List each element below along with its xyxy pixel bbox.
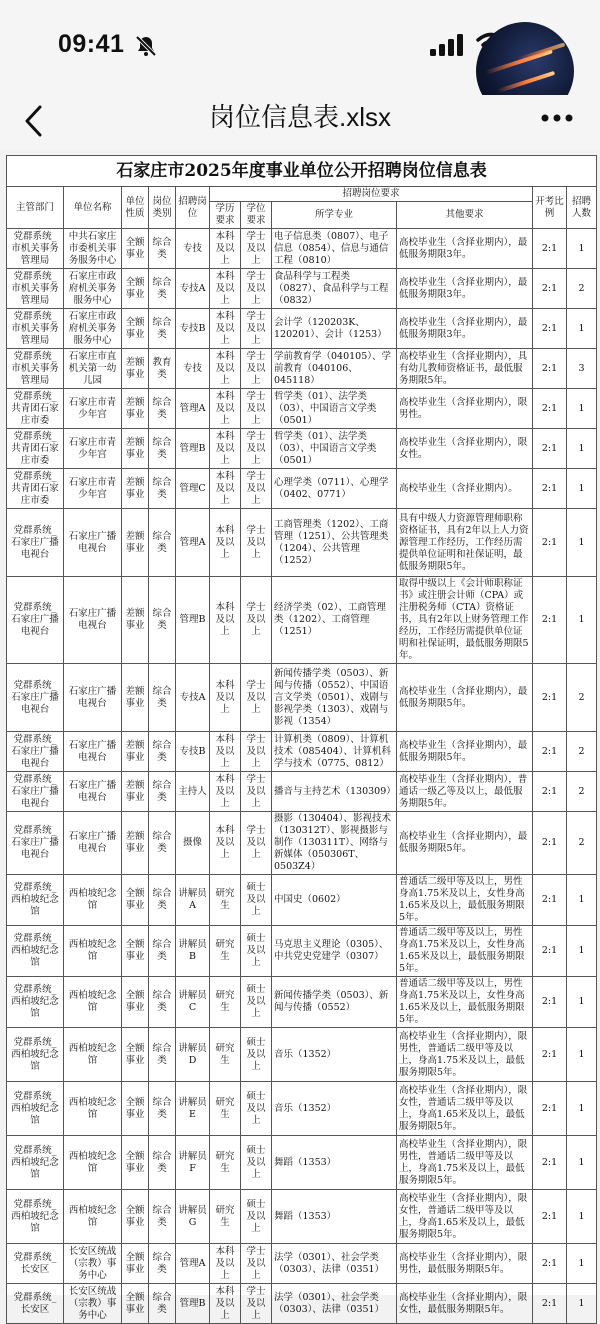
cell-ratio: 2:1 <box>533 389 567 429</box>
cell-other: 高校毕业生（含择业期内），最低服务期限5年。 <box>397 812 533 875</box>
cell-edu: 研究生 <box>210 1082 241 1136</box>
cell-other: 普通话二级甲等及以上，男性身高1.75米及以上，女性身高1.65米及以上，最低服务期限5年。 <box>397 926 533 977</box>
cell-other: 高校毕业生（含择业期内），最低服务期限5年。 <box>397 732 533 772</box>
cell-other: 高校毕业生（含择业期内），具有幼儿教师资格证书，最低服务期限5年。 <box>397 349 533 389</box>
cell-deg: 学士及以上 <box>241 812 272 875</box>
bell-muted-icon <box>134 34 158 58</box>
cell-edu: 研究生 <box>210 1136 241 1190</box>
table-body <box>7 229 597 1324</box>
cell-unit: 西柏坡纪念馆 <box>64 875 122 926</box>
cell-unit: 石家庄市青少年宫 <box>64 469 122 509</box>
cell-other: 高校毕业生（含择业期内），限男性。 <box>397 389 533 429</box>
cell-unit: 长安区统战（宗教）事务中心 <box>64 1284 122 1324</box>
table-row <box>7 1082 597 1136</box>
cell-dept: 党群系统_市机关事务管理局 <box>7 229 64 269</box>
cell-post: 讲解员G <box>176 1190 210 1244</box>
cell-other: 高校毕业生（含择业期内）。 <box>397 469 533 509</box>
header-ratio: 开考比例 <box>533 187 567 229</box>
cell-deg: 硕士及以上 <box>241 926 272 977</box>
cell-count: 1 <box>567 1284 597 1324</box>
cell-cat: 综合类 <box>149 1082 176 1136</box>
cell-post: 讲解员B <box>176 926 210 977</box>
cell-post: 讲解员D <box>176 1028 210 1082</box>
cell-edu: 本科及以上 <box>210 664 241 732</box>
cell-deg: 学士及以上 <box>241 772 272 812</box>
cell-count: 1 <box>567 389 597 429</box>
table-row <box>7 509 597 577</box>
cell-nature: 差额事业 <box>122 389 149 429</box>
cell-deg: 学士及以上 <box>241 469 272 509</box>
cell-deg: 硕士及以上 <box>241 1082 272 1136</box>
cell-unit: 西柏坡纪念馆 <box>64 977 122 1028</box>
table-row <box>7 269 597 309</box>
cell-major: 会计学（120203K、120201）、会计（1253） <box>272 309 397 349</box>
cell-nature: 差额事业 <box>122 732 149 772</box>
cell-ratio: 2:1 <box>533 664 567 732</box>
cell-post: 管理B <box>176 429 210 469</box>
cell-edu: 本科及以上 <box>210 772 241 812</box>
header-major: 所学专业 <box>272 202 397 229</box>
cell-unit: 西柏坡纪念馆 <box>64 926 122 977</box>
table-row <box>7 349 597 389</box>
cell-deg: 学士及以上 <box>241 1284 272 1324</box>
file-title: 岗位信息表.xlsx <box>208 102 391 132</box>
cell-unit: 西柏坡纪念馆 <box>64 1190 122 1244</box>
cell-edu: 本科及以上 <box>210 577 241 664</box>
cell-dept: 党群系统_西柏坡纪念馆 <box>7 875 64 926</box>
cell-count: 1 <box>567 1244 597 1284</box>
cell-deg: 学士及以上 <box>241 429 272 469</box>
cell-nature: 全额事业 <box>122 1028 149 1082</box>
cell-unit: 石家庄市青少年宫 <box>64 389 122 429</box>
table-row <box>7 309 597 349</box>
cell-deg: 硕士及以上 <box>241 1190 272 1244</box>
cell-major: 舞蹈（1353） <box>272 1136 397 1190</box>
cell-cat: 综合类 <box>149 1284 176 1324</box>
cell-count: 1 <box>567 1028 597 1082</box>
header-dept: 主管部门 <box>7 187 64 229</box>
cell-ratio: 2:1 <box>533 732 567 772</box>
cell-count: 1 <box>567 429 597 469</box>
cell-other: 高校毕业生（含择业期内），限男性，最低服务期限5年。 <box>397 1244 533 1284</box>
cell-deg: 学士及以上 <box>241 732 272 772</box>
cell-count: 3 <box>567 349 597 389</box>
cell-ratio: 2:1 <box>533 772 567 812</box>
cell-edu: 研究生 <box>210 1190 241 1244</box>
cell-edu: 本科及以上 <box>210 309 241 349</box>
cell-count: 1 <box>567 926 597 977</box>
cell-post: 专技B <box>176 732 210 772</box>
cell-nature: 全额事业 <box>122 309 149 349</box>
table-row <box>7 977 597 1028</box>
cell-nature: 差额事业 <box>122 349 149 389</box>
cell-cat: 综合类 <box>149 389 176 429</box>
cell-deg: 硕士及以上 <box>241 977 272 1028</box>
table-row <box>7 389 597 429</box>
cell-dept: 党群系统_西柏坡纪念馆 <box>7 977 64 1028</box>
cell-nature: 差额事业 <box>122 812 149 875</box>
cell-unit: 西柏坡纪念馆 <box>64 1136 122 1190</box>
cell-cat: 综合类 <box>149 577 176 664</box>
cell-edu: 本科及以上 <box>210 1244 241 1284</box>
cell-ratio: 2:1 <box>533 229 567 269</box>
cell-edu: 研究生 <box>210 875 241 926</box>
cell-dept: 党群系统_西柏坡纪念馆 <box>7 1028 64 1082</box>
cell-nature: 差额事业 <box>122 469 149 509</box>
cell-post: 讲解员F <box>176 1136 210 1190</box>
cell-cat: 综合类 <box>149 509 176 577</box>
cell-post: 管理B <box>176 577 210 664</box>
cell-major: 哲学类（01）、法学类（03）、中国语言文学类（0501） <box>272 429 397 469</box>
cell-unit: 西柏坡纪念馆 <box>64 1082 122 1136</box>
cell-count: 1 <box>567 309 597 349</box>
header-degree: 学位要求 <box>241 202 272 229</box>
cell-cat: 综合类 <box>149 732 176 772</box>
table-row <box>7 1244 597 1284</box>
cell-ratio: 2:1 <box>533 349 567 389</box>
cell-major: 食品科学与工程类（0827）、食品科学与工程（0832） <box>272 269 397 309</box>
cell-cat: 综合类 <box>149 309 176 349</box>
cell-nature: 全额事业 <box>122 1190 149 1244</box>
cell-dept: 党群系统_市机关事务管理局 <box>7 309 64 349</box>
table-row <box>7 812 597 875</box>
cell-edu: 研究生 <box>210 977 241 1028</box>
header-edu: 学历要求 <box>210 202 241 229</box>
cell-dept: 党群系统_西柏坡纪念馆 <box>7 1082 64 1136</box>
cell-count: 2 <box>567 269 597 309</box>
cell-count: 1 <box>567 509 597 577</box>
cell-count: 2 <box>567 664 597 732</box>
cell-unit: 西柏坡纪念馆 <box>64 1028 122 1082</box>
header-req-group: 招聘岗位要求 <box>210 187 533 202</box>
cell-ratio: 2:1 <box>533 1190 567 1244</box>
cell-unit: 石家庄广播电视台 <box>64 577 122 664</box>
header-category: 岗位类别 <box>149 187 176 229</box>
cell-other: 高校毕业生（含择业期内），限男性，普通话二级甲等及以上，身高1.75米及以上，最低服务期限5年。 <box>397 1136 533 1190</box>
cell-ratio: 2:1 <box>533 1082 567 1136</box>
more-options-icon[interactable] <box>540 113 574 123</box>
cell-major: 法学（0301）、社会学类（0303）、法律（0351） <box>272 1284 397 1324</box>
table-row <box>7 772 597 812</box>
cell-count: 2 <box>567 772 597 812</box>
cell-major: 电子信息类（0807）、电子信息（0854）、信息与通信工程（0810） <box>272 229 397 269</box>
cell-count: 1 <box>567 577 597 664</box>
cell-edu: 本科及以上 <box>210 509 241 577</box>
cell-edu: 本科及以上 <box>210 469 241 509</box>
cell-other: 高校毕业生（含择业期内），限女性。 <box>397 429 533 469</box>
cell-ratio: 2:1 <box>533 1136 567 1190</box>
cell-deg: 学士及以上 <box>241 229 272 269</box>
header-other: 其他要求 <box>397 202 533 229</box>
cell-ratio: 2:1 <box>533 469 567 509</box>
cell-nature: 全额事业 <box>122 1284 149 1324</box>
cell-dept: 党群系统_共青团石家庄市委 <box>7 469 64 509</box>
cell-cat: 综合类 <box>149 926 176 977</box>
cell-nature: 差额事业 <box>122 664 149 732</box>
cell-major: 音乐（1352） <box>272 1028 397 1082</box>
cell-major: 哲学类（01）、法学类（03）、中国语言文学类（0501） <box>272 389 397 429</box>
cell-unit: 石家庄广播电视台 <box>64 732 122 772</box>
header-nature: 单位性质 <box>122 187 149 229</box>
cell-post: 管理A <box>176 509 210 577</box>
cell-nature: 差额事业 <box>122 772 149 812</box>
table-row <box>7 1028 597 1082</box>
table-row <box>7 732 597 772</box>
cell-unit: 石家庄广播电视台 <box>64 664 122 732</box>
cell-major: 法学（0301）、社会学类（0303）、法律（0351） <box>272 1244 397 1284</box>
cell-dept: 党群系统_长安区 <box>7 1284 64 1324</box>
cell-edu: 本科及以上 <box>210 349 241 389</box>
cell-unit: 长安区统战（宗教）事务中心 <box>64 1244 122 1284</box>
cell-dept: 党群系统_市机关事务管理局 <box>7 269 64 309</box>
cell-dept: 党群系统_市机关事务管理局 <box>7 349 64 389</box>
cell-cat: 综合类 <box>149 1190 176 1244</box>
cell-post: 专技 <box>176 229 210 269</box>
cell-edu: 本科及以上 <box>210 429 241 469</box>
cell-deg: 硕士及以上 <box>241 875 272 926</box>
cellular-signal-icon <box>430 34 466 56</box>
table-row <box>7 1136 597 1190</box>
cell-dept: 党群系统_长安区 <box>7 1244 64 1284</box>
cell-count: 1 <box>567 1136 597 1190</box>
cell-post: 摄像 <box>176 812 210 875</box>
cell-post: 专技B <box>176 309 210 349</box>
cell-cat: 综合类 <box>149 429 176 469</box>
cell-nature: 差额事业 <box>122 509 149 577</box>
cell-other: 高校毕业生（含择业期内），限女性，普通话二级甲等及以上，身高1.65米及以上，最低服务期限5年。 <box>397 1082 533 1136</box>
cell-edu: 研究生 <box>210 1028 241 1082</box>
table-row <box>7 926 597 977</box>
cell-ratio: 2:1 <box>533 269 567 309</box>
cell-cat: 综合类 <box>149 812 176 875</box>
status-bar <box>0 0 600 95</box>
cell-major: 舞蹈（1353） <box>272 1190 397 1244</box>
cell-ratio: 2:1 <box>533 1244 567 1284</box>
cell-ratio: 2:1 <box>533 577 567 664</box>
cell-unit: 石家庄广播电视台 <box>64 812 122 875</box>
table-row <box>7 875 597 926</box>
cell-ratio: 2:1 <box>533 875 567 926</box>
cell-deg: 学士及以上 <box>241 269 272 309</box>
cell-deg: 学士及以上 <box>241 509 272 577</box>
cell-ratio: 2:1 <box>533 309 567 349</box>
cell-nature: 全额事业 <box>122 926 149 977</box>
cell-cat: 教育类 <box>149 349 176 389</box>
spreadsheet-view[interactable] <box>6 155 596 1321</box>
cell-other: 高校毕业生（含择业期内），最低服务期限3年。 <box>397 309 533 349</box>
cell-nature: 全额事业 <box>122 1244 149 1284</box>
cell-cat: 综合类 <box>149 977 176 1028</box>
cell-nature: 全额事业 <box>122 1082 149 1136</box>
header-post: 招聘岗位 <box>176 187 210 229</box>
cell-post: 管理B <box>176 1284 210 1324</box>
header-unit: 单位名称 <box>64 187 122 229</box>
cell-major: 学前教育学（040105）、学前教育（040106、045118） <box>272 349 397 389</box>
cell-cat: 综合类 <box>149 269 176 309</box>
cell-nature: 全额事业 <box>122 229 149 269</box>
cell-major: 中国史（0602） <box>272 875 397 926</box>
cell-deg: 硕士及以上 <box>241 1028 272 1082</box>
cell-other: 具有中级人力资源管理师职称资格证书，具有2年以上人力资源管理工作经历，工作经历需提供单位证明和社保证明，最低服务期限5年。 <box>397 509 533 577</box>
cell-edu: 本科及以上 <box>210 812 241 875</box>
cell-edu: 本科及以上 <box>210 229 241 269</box>
cell-nature: 全额事业 <box>122 977 149 1028</box>
cell-other: 高校毕业生（含择业期内），普通话一级乙等及以上，最低服务期限5年。 <box>397 772 533 812</box>
cell-major: 计算机类（0809）、计算机技术（085404）、计算机科学与技术（0775、0812） <box>272 732 397 772</box>
cell-unit: 中共石家庄市委机关事务服务中心 <box>64 229 122 269</box>
cell-major: 工商管理类（1202）、工商管理（1251）、公共管理类（1204）、公共管理（1252） <box>272 509 397 577</box>
cell-post: 管理A <box>176 389 210 429</box>
cell-cat: 综合类 <box>149 1244 176 1284</box>
cell-post: 讲解员A <box>176 875 210 926</box>
cell-ratio: 2:1 <box>533 1028 567 1082</box>
job-info-table <box>6 155 597 1324</box>
cell-dept: 党群系统_西柏坡纪念馆 <box>7 1190 64 1244</box>
cell-post: 专技A <box>176 664 210 732</box>
cell-nature: 全额事业 <box>122 1136 149 1190</box>
cell-nature: 差额事业 <box>122 577 149 664</box>
cell-unit: 石家庄市青少年宫 <box>64 429 122 469</box>
cell-post: 讲解员E <box>176 1082 210 1136</box>
cell-dept: 党群系统_共青团石家庄市委 <box>7 429 64 469</box>
table-row <box>7 1284 597 1324</box>
cell-cat: 综合类 <box>149 1028 176 1082</box>
cell-ratio: 2:1 <box>533 977 567 1028</box>
cell-dept: 党群系统_石家庄广播电视台 <box>7 732 64 772</box>
table-row <box>7 1190 597 1244</box>
cell-count: 1 <box>567 469 597 509</box>
cell-major: 心理学类（0711）、心理学（0402、0771） <box>272 469 397 509</box>
cell-other: 取得中级以上《会计师职称证书》或注册会计师（CPA）或注册税务师（CTA）资格证书，具有2年以上财务管理工作经历，工作经历需提供单位证明和社保证明，最低服务期限5年。 <box>397 577 533 664</box>
cell-ratio: 2:1 <box>533 509 567 577</box>
cell-post: 专技 <box>176 349 210 389</box>
cell-other: 普通话二级甲等及以上，男性身高1.75米及以上，女性身高1.65米及以上，最低服务期限5年。 <box>397 977 533 1028</box>
cell-major: 新闻传播学类（0503）、新闻与传播（0552） <box>272 977 397 1028</box>
cell-ratio: 2:1 <box>533 429 567 469</box>
sheet-title: 石家庄市2025年度事业单位公开招聘岗位信息表 <box>7 156 597 187</box>
clock: 09:41 <box>58 30 125 58</box>
cell-other: 高校毕业生（含择业期内），限女性，普通话二级甲等及以上，身高1.65米及以上，最低服务期限5年。 <box>397 1190 533 1244</box>
cell-nature: 全额事业 <box>122 875 149 926</box>
table-row <box>7 469 597 509</box>
cell-cat: 综合类 <box>149 875 176 926</box>
cell-deg: 硕士及以上 <box>241 1136 272 1190</box>
cell-unit: 石家庄市政府机关事务服务中心 <box>64 309 122 349</box>
table-row <box>7 577 597 664</box>
cell-dept: 党群系统_石家庄广播电视台 <box>7 509 64 577</box>
cell-edu: 本科及以上 <box>210 269 241 309</box>
nav-bar <box>0 95 600 150</box>
table-row <box>7 664 597 732</box>
cell-major: 马克思主义理论（0305）、中共党史党建学（0307） <box>272 926 397 977</box>
cell-major: 新闻传播学类（0503）、新闻与传播（0552）、中国语言文学类（0501）、戏剧与影视学类（1303）、戏剧与影视（1354） <box>272 664 397 732</box>
cell-deg: 学士及以上 <box>241 309 272 349</box>
cell-unit: 石家庄市政府机关事务服务中心 <box>64 269 122 309</box>
cell-dept: 党群系统_西柏坡纪念馆 <box>7 926 64 977</box>
cell-dept: 党群系统_共青团石家庄市委 <box>7 389 64 429</box>
cell-cat: 综合类 <box>149 664 176 732</box>
cell-ratio: 2:1 <box>533 1284 567 1324</box>
cell-cat: 综合类 <box>149 229 176 269</box>
cell-count: 1 <box>567 875 597 926</box>
cell-post: 管理A <box>176 1244 210 1284</box>
cell-count: 1 <box>567 977 597 1028</box>
cell-deg: 学士及以上 <box>241 389 272 429</box>
cell-other: 高校毕业生（含择业期内），最低服务期限5年。 <box>397 664 533 732</box>
cell-count: 2 <box>567 812 597 875</box>
cell-post: 主持人 <box>176 772 210 812</box>
cell-unit: 石家庄广播电视台 <box>64 772 122 812</box>
cell-deg: 学士及以上 <box>241 664 272 732</box>
cell-dept: 党群系统_石家庄广播电视台 <box>7 812 64 875</box>
cell-edu: 研究生 <box>210 926 241 977</box>
cell-nature: 全额事业 <box>122 269 149 309</box>
cell-nature: 差额事业 <box>122 429 149 469</box>
cell-other: 高校毕业生（含择业期内），最低服务期限3年。 <box>397 269 533 309</box>
cell-count: 1 <box>567 1082 597 1136</box>
table-row <box>7 229 597 269</box>
cell-ratio: 2:1 <box>533 926 567 977</box>
cell-major: 播音与主持艺术（130309） <box>272 772 397 812</box>
cell-ratio: 2:1 <box>533 812 567 875</box>
cell-major: 经济学类（02）、工商管理类（1202）、工商管理（1251） <box>272 577 397 664</box>
cell-major: 音乐（1352） <box>272 1082 397 1136</box>
cell-other: 高校毕业生（含择业期内），限男性，普通话二级甲等及以上，身高1.75米及以上，最低服务期限5年。 <box>397 1028 533 1082</box>
cell-post: 管理C <box>176 469 210 509</box>
cell-edu: 本科及以上 <box>210 732 241 772</box>
cell-dept: 党群系统_西柏坡纪念馆 <box>7 1136 64 1190</box>
cell-dept: 党群系统_石家庄广播电视台 <box>7 772 64 812</box>
header-count: 招聘人数 <box>567 187 597 229</box>
cell-major: 摄影（130404）、影视技术（130312T）、影视摄影与制作（130311T）、网络与新媒体（050306T、0503Z4） <box>272 812 397 875</box>
cell-deg: 学士及以上 <box>241 577 272 664</box>
cell-cat: 综合类 <box>149 1136 176 1190</box>
cell-count: 1 <box>567 229 597 269</box>
cell-cat: 综合类 <box>149 469 176 509</box>
table-row <box>7 429 597 469</box>
cell-deg: 学士及以上 <box>241 349 272 389</box>
cell-other: 普通话二级甲等及以上，男性身高1.75米及以上，女性身高1.65米及以上，最低服务期限5年。 <box>397 875 533 926</box>
cell-deg: 学士及以上 <box>241 1244 272 1284</box>
cell-dept: 党群系统_石家庄广播电视台 <box>7 664 64 732</box>
cell-edu: 本科及以上 <box>210 1284 241 1324</box>
cell-cat: 综合类 <box>149 772 176 812</box>
cell-post: 讲解员C <box>176 977 210 1028</box>
cell-edu: 本科及以上 <box>210 389 241 429</box>
cell-dept: 党群系统_石家庄广播电视台 <box>7 577 64 664</box>
cell-unit: 石家庄广播电视台 <box>64 509 122 577</box>
cell-other: 高校毕业生（含择业期内），限女性，最低服务期限5年。 <box>397 1284 533 1324</box>
cell-post: 专技A <box>176 269 210 309</box>
cell-unit: 石家庄市直机关第一幼儿园 <box>64 349 122 389</box>
cell-count: 2 <box>567 732 597 772</box>
cell-other: 高校毕业生（含择业期内），最低服务期限3年。 <box>397 229 533 269</box>
cell-count: 1 <box>567 1190 597 1244</box>
